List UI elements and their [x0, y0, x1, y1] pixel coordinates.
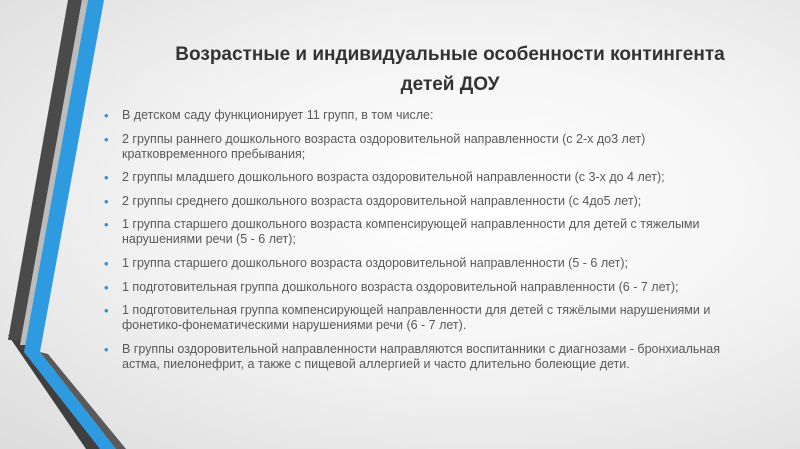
gray-stripe [20, 0, 88, 345]
bullet-list [104, 108, 744, 380]
dark-stripe-left [8, 335, 100, 449]
list-item-text: 1 подготовительная группа дошкольного возраста оздоровительной направленности (6 - 7 лет); [122, 279, 679, 294]
list-item-text: 1 подготовительная группа компенсирующей направленности для детей с тяжёлыми нарушениями и фонетико-фонематическими нарушениями речи (6 - 7 лет). [122, 303, 711, 333]
slide-title-line-2: детей ДОУ [400, 74, 500, 95]
list-item-text: 2 группы среднего дошкольного возраста оздоровительной направленности (с 4до5 лет); [122, 193, 642, 208]
bullet-icon: • [104, 131, 109, 147]
bullet-icon: • [104, 341, 109, 357]
bullet-icon: • [104, 108, 109, 123]
bullet-icon: • [104, 193, 109, 209]
list-item-text: В группы оздоровительной направленности направляются воспитанники с диагнозами - бронхиальная астма, пиелонефрит, а также с пищевой аллергией и часто длительно болеющие дети. [122, 341, 721, 371]
list-item [104, 108, 744, 123]
slide-title [110, 40, 790, 100]
bullet-icon: • [104, 255, 109, 271]
list-item [104, 342, 744, 372]
list-item [104, 170, 744, 185]
list-item-text: 2 группы раннего дошкольного возраста оздоровительной направленности (с 2-х до3 лет) кратковременного пребывания; [122, 131, 646, 161]
bullet-icon: • [104, 279, 109, 295]
list-item [104, 217, 744, 247]
bullet-icon: • [104, 217, 109, 233]
list-item [104, 280, 744, 295]
slide-title-line-1: Возрастные и индивидуальные особенности контингента [175, 44, 725, 65]
list-item [104, 256, 744, 271]
bullet-icon: • [104, 170, 109, 186]
list-item [104, 303, 744, 333]
list-item-text: 1 группа старшего дошкольного возраста компенсирующей направленности для детей с тяжелыми нарушениями речи (5 - 6 лет); [122, 217, 700, 247]
bullet-icon: • [104, 303, 109, 319]
list-item [104, 132, 744, 162]
list-item-text: 1 группа старшего дошкольного возраста оздоровительной направленности (5 - 6 лет); [122, 255, 629, 270]
list-item-text: В детском саду функционирует 11 групп, в том числе: [122, 108, 434, 122]
list-item-text: 2 группы младшего дошкольного возраста оздоровительной направленности (с 3-х до 4 лет); [122, 170, 665, 185]
list-item [104, 194, 744, 209]
blue-stripe-bottom [24, 352, 116, 449]
